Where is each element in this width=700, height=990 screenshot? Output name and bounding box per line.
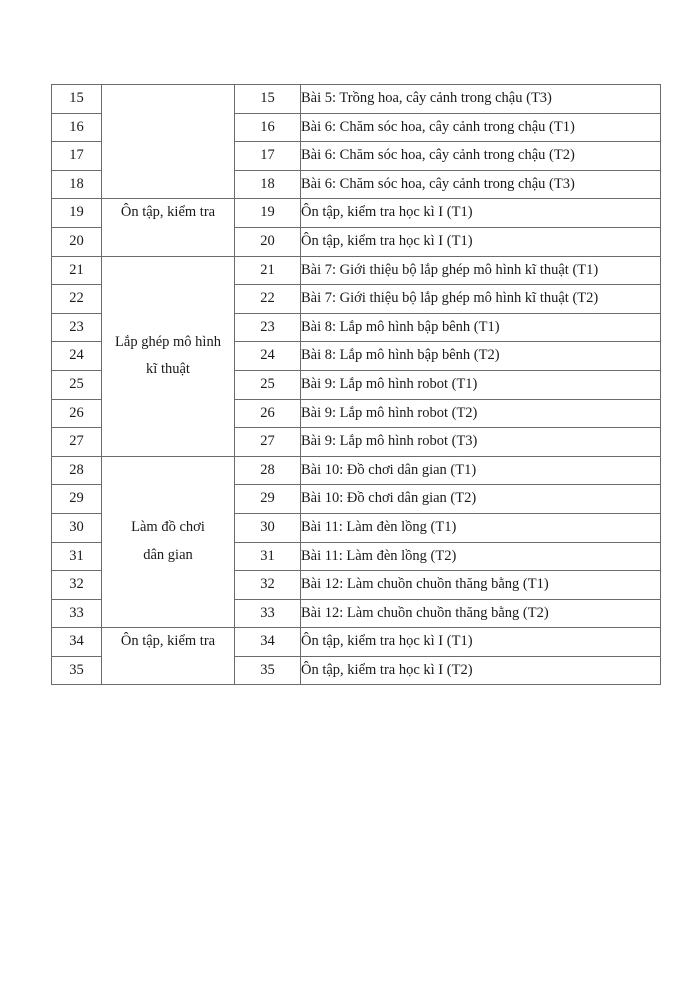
topic-label-line1: Làm đồ chơi	[131, 519, 205, 536]
topic-cell-continued	[102, 85, 235, 199]
lesson-cell: Bài 10: Đồ chơi dân gian (T1)	[301, 456, 661, 485]
period-cell: 19	[235, 199, 301, 228]
week-cell: 32	[52, 571, 102, 600]
lesson-cell: Bài 8: Lắp mô hình bập bênh (T1)	[301, 313, 661, 342]
lesson-cell: Bài 9: Lắp mô hình robot (T3)	[301, 428, 661, 457]
period-cell: 35	[235, 656, 301, 685]
week-cell: 34	[52, 628, 102, 657]
period-cell: 34	[235, 628, 301, 657]
lesson-cell: Bài 10: Đồ chơi dân gian (T2)	[301, 485, 661, 514]
period-cell: 29	[235, 485, 301, 514]
lesson-cell: Bài 12: Làm chuồn chuồn thăng bằng (T2)	[301, 599, 661, 628]
week-cell: 21	[52, 256, 102, 285]
lesson-plan-table	[51, 84, 661, 685]
week-cell: 26	[52, 399, 102, 428]
week-cell: 24	[52, 342, 102, 371]
week-cell: 31	[52, 542, 102, 571]
period-cell: 28	[235, 456, 301, 485]
period-cell: 21	[235, 256, 301, 285]
period-cell: 24	[235, 342, 301, 371]
lesson-cell: Bài 8: Lắp mô hình bập bênh (T2)	[301, 342, 661, 371]
period-cell: 32	[235, 571, 301, 600]
lesson-cell: Bài 6: Chăm sóc hoa, cây cảnh trong chậu (T3)	[301, 170, 661, 199]
table-row	[52, 456, 661, 485]
week-cell: 20	[52, 227, 102, 256]
topic-label-line1: Lắp ghép mô hình	[115, 333, 221, 350]
lesson-cell: Ôn tập, kiểm tra học kì I (T1)	[301, 628, 661, 657]
lesson-cell: Bài 6: Chăm sóc hoa, cây cảnh trong chậu (T2)	[301, 142, 661, 171]
period-cell: 20	[235, 227, 301, 256]
topic-cell-review-1	[102, 199, 235, 256]
topic-cell-folk-toys	[102, 456, 235, 628]
table-row	[52, 85, 661, 114]
topic-label-line2: dân gian	[143, 547, 193, 563]
period-cell: 15	[235, 85, 301, 114]
lesson-cell: Bài 11: Làm đèn lồng (T2)	[301, 542, 661, 571]
period-cell: 18	[235, 170, 301, 199]
period-cell: 16	[235, 113, 301, 142]
week-cell: 35	[52, 656, 102, 685]
lesson-cell: Ôn tập, kiểm tra học kì I (T2)	[301, 656, 661, 685]
lesson-cell: Bài 7: Giới thiệu bộ lắp ghép mô hình kĩ thuật (T1)	[301, 256, 661, 285]
topic-label: Ôn tập, kiểm tra	[120, 204, 216, 221]
week-cell: 18	[52, 170, 102, 199]
week-cell: 22	[52, 285, 102, 314]
table-row	[52, 628, 661, 657]
week-cell: 33	[52, 599, 102, 628]
week-cell: 25	[52, 370, 102, 399]
topic-label-line2: kĩ thuật	[146, 361, 190, 378]
week-cell: 23	[52, 313, 102, 342]
period-cell: 30	[235, 513, 301, 542]
lesson-cell: Bài 9: Lắp mô hình robot (T2)	[301, 399, 661, 428]
period-cell: 27	[235, 428, 301, 457]
table-row	[52, 199, 661, 228]
period-cell: 33	[235, 599, 301, 628]
lesson-cell: Ôn tập, kiểm tra học kì I (T1)	[301, 227, 661, 256]
topic-label: Ôn tập, kiểm tra	[120, 633, 216, 650]
lesson-cell: Bài 9: Lắp mô hình robot (T1)	[301, 370, 661, 399]
week-cell: 16	[52, 113, 102, 142]
period-cell: 17	[235, 142, 301, 171]
week-cell: 19	[52, 199, 102, 228]
week-cell: 29	[52, 485, 102, 514]
week-cell: 17	[52, 142, 102, 171]
lesson-cell: Bài 7: Giới thiệu bộ lắp ghép mô hình kĩ thuật (T2)	[301, 285, 661, 314]
lesson-cell: Ôn tập, kiểm tra học kì I (T1)	[301, 199, 661, 228]
period-cell: 22	[235, 285, 301, 314]
topic-cell-assembly	[102, 256, 235, 456]
week-cell: 15	[52, 85, 102, 114]
week-cell: 28	[52, 456, 102, 485]
period-cell: 23	[235, 313, 301, 342]
period-cell: 26	[235, 399, 301, 428]
topic-cell-review-2	[102, 628, 235, 685]
week-cell: 27	[52, 428, 102, 457]
period-cell: 25	[235, 370, 301, 399]
period-cell: 31	[235, 542, 301, 571]
week-cell: 30	[52, 513, 102, 542]
lesson-cell: Bài 6: Chăm sóc hoa, cây cảnh trong chậu (T1)	[301, 113, 661, 142]
lesson-cell: Bài 12: Làm chuồn chuồn thăng bằng (T1)	[301, 571, 661, 600]
lesson-cell: Bài 11: Làm đèn lồng (T1)	[301, 513, 661, 542]
table-row	[52, 256, 661, 285]
lesson-cell: Bài 5: Trồng hoa, cây cảnh trong chậu (T3)	[301, 85, 661, 114]
